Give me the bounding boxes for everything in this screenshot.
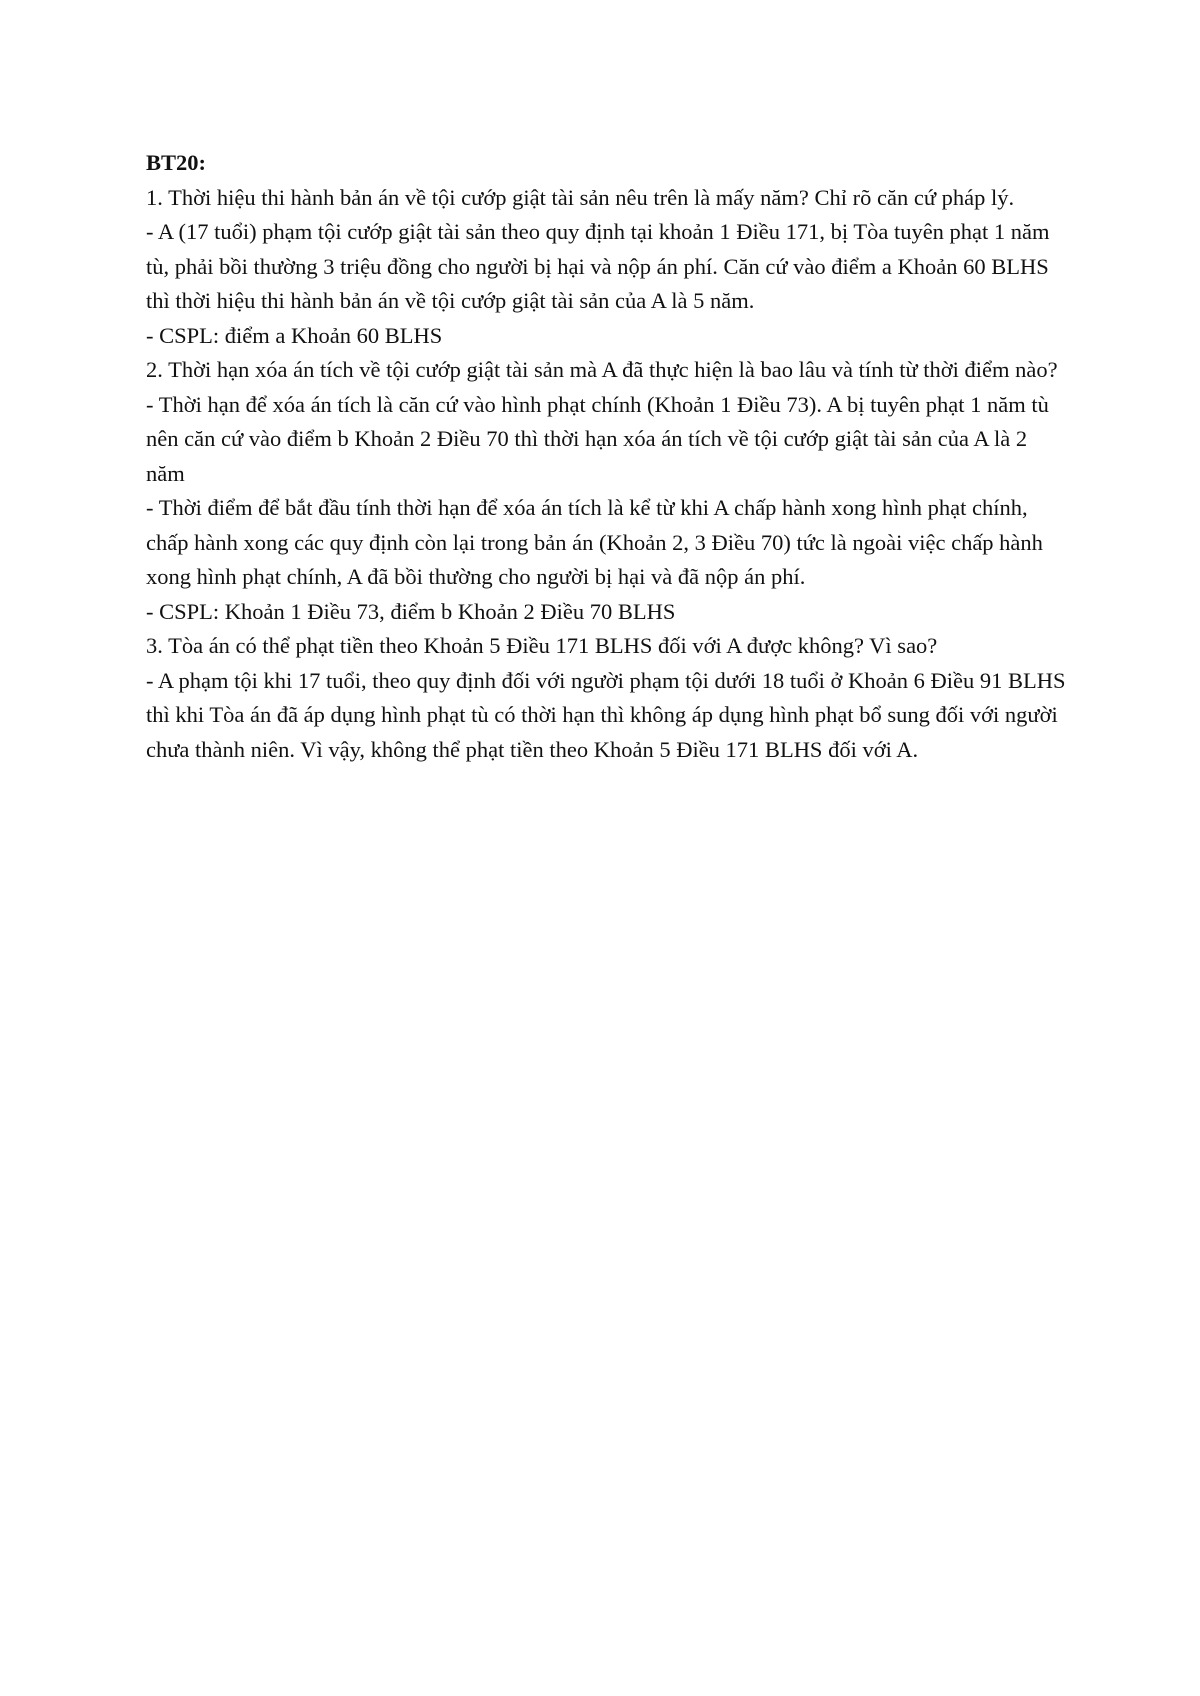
answer-2-legal-basis: - CSPL: Khoản 1 Điều 73, điểm b Khoản 2 Điều 70 BLHS	[146, 598, 676, 624]
answer-2-start-time: - Thời điểm để bắt đầu tính thời hạn để xóa án tích là kể từ khi A chấp hành xong hình phạt chính, chấp hành xong các quy định còn lại trong bản án (Khoản 2, 3 Điều 70) tức là ngoài việc chấp hành xong hình phạt chính, A đã bồi thường cho người bị hại và đã nộp án phí.	[146, 495, 1043, 589]
answer-1-legal-basis: - CSPL: điểm a Khoản 60 BLHS	[146, 322, 443, 348]
exercise-title: BT20:	[146, 150, 207, 175]
question-2: 2. Thời hạn xóa án tích về tội cướp giật tài sản mà A đã thực hiện là bao lâu và tính từ thời điểm nào?	[146, 357, 1058, 382]
question-3: 3. Tòa án có thể phạt tiền theo Khoản 5 Điều 171 BLHS đối với A được không? Vì sao?	[146, 633, 938, 658]
answer-2-duration: - Thời hạn để xóa án tích là căn cứ vào hình phạt chính (Khoản 1 Điều 73). A bị tuyên phạt 1 năm tù nên căn cứ vào điểm b Khoản 2 Điều 70 thì thời hạn xóa án tích về tội cướp giật tài sản của A là 2 năm	[146, 391, 1049, 486]
document-body	[146, 146, 1066, 767]
answer-1-explanation: - A (17 tuổi) phạm tội cướp giật tài sản theo quy định tại khoản 1 Điều 171, bị Tòa tuyên phạt 1 năm tù, phải bồi thường 3 triệu đồng cho người bị hại và nộp án phí. Căn cứ vào điểm a Khoản 60 BLHS thì thời hiệu thi hành bản án về tội cướp giật tài sản của A là 5 năm.	[146, 219, 1050, 313]
question-1: 1. Thời hiệu thi hành bản án về tội cướp giật tài sản nêu trên là mấy năm? Chỉ rõ căn cứ pháp lý.	[146, 184, 1015, 210]
answer-3-explanation: - A phạm tội khi 17 tuổi, theo quy định đối với người phạm tội dưới 18 tuổi ở Khoản 6 Điều 91 BLHS thì khi Tòa án đã áp dụng hình phạt tù có thời hạn thì không áp dụng hình phạt bổ sung đối với người chưa thành niên. Vì vậy, không thể phạt tiền theo Khoản 5 Điều 171 BLHS đối với A.	[146, 667, 1066, 762]
